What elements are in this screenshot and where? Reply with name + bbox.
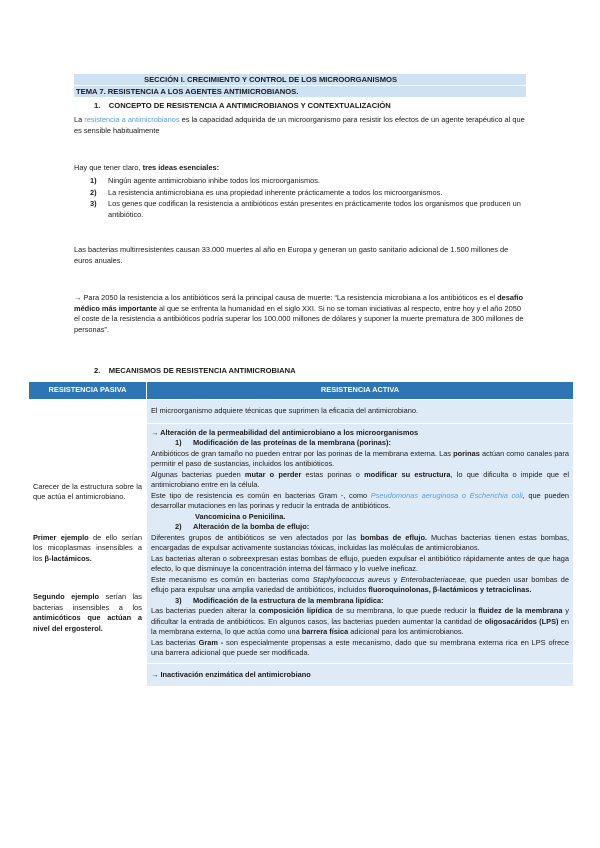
heading-2-number: 2. [94,366,101,375]
ideas-intro-text: Hay que tener claro, [74,163,143,172]
text: , que pueden usar bombas de eflujo para expulsar una amplia variedad de antibióticos, incluidos [151,574,569,595]
list-item-number: 3) [90,199,97,209]
table-row [29,423,574,663]
col-header-passive: RESISTENCIA PASIVA [29,382,147,400]
text: , que pueden desarrollar mutaciones en las porinas y reducir la entrada de antibióticos. [151,490,569,511]
sub1-para-3 [151,491,569,512]
text: Muchas bacterias tienen estas bombas, encargadas de expulsar activamente sustancias tóxicas, incluidas las moléculas de antimicrobianos. [151,532,570,553]
definition-text: es la capacidad adquirida de un microorganismo para resistir los efectos de un agente terapéutico al que es sensible habitualmente [74,115,525,135]
prediction-bold: desafío médico más importante [74,293,523,313]
text-bold: modificar su estructura [364,469,451,479]
sub2-para-3 [151,575,569,596]
prediction-paragraph [74,293,526,335]
text-bold: fluidez de la membrana [478,606,563,616]
text: Algunas bacterias pueden [151,469,245,479]
text-italic: Enterobacteriaceae [400,574,465,584]
text-bold: Vancomicina o Penicilina. [195,511,286,521]
list-item [74,199,526,220]
text-bold: mutar o perder [244,469,302,479]
ideas-intro [74,163,526,174]
prediction-text-b: al que se enfrenta la humanidad en el siglo XXI. Si no se toman iniciativas al respecto, entre hoy y el año 2050 el coste de la resistencia a antibióticos podría superar los 100.000 millones de dólares y suponer la muerte prematura de 300 millones de personas”. [74,303,524,334]
sub2-title: Alteración de la bomba de eflujo: [193,522,310,532]
bacteria-paragraph: Las bacterias multirresistentes causan 33.000 muertes al año en Europa y generan un gasto sanitario adicional de 1.500 millones de euros anuales. [74,245,509,265]
tema-heading: TEMA 7. RESISTENCIA A LOS AGENTES ANTIMICROBIANOS. [74,86,526,97]
section-heading: SECCIÓN I. CRECIMIENTO Y CONTROL DE LOS MICROORGANISMOS [74,74,526,85]
passive-example-1 [33,533,142,565]
heading-1 [94,101,391,112]
text: adicional para los antimicrobianos. [348,627,464,637]
text: , lo que dificulta o impide que el antimicrobiano entre en la célula. [151,469,569,490]
table-header-row [29,382,574,400]
text-bold: fluoroquinolonas, β-lactámicos y tetraciclinas. [368,585,532,595]
sub2-para-1 [151,533,569,554]
list-item-text: Ningún agente antimicrobiano inhibe todos los microorganismos. [108,176,320,185]
ideas-list [74,176,526,221]
example-1-label: Primer ejemplo [33,532,89,542]
sub3-heading [151,596,569,607]
example-1-bold: β-lactámicos. [44,553,92,563]
inactivation-cell [147,663,574,687]
text: actúan como canales para permitir el paso de sustancias, incluidos los antibióticos. [151,448,569,469]
text: de su membrana, lo que puede reducir la [332,606,479,616]
text: Este tipo de resistencia es común en bacterias Gram -, como [151,490,371,500]
list-item-text: Los genes que codifican la resistencia a antibióticos están presentes en prácticamente todos los organismos que producen un antibiótico. [108,199,521,219]
prediction-text-a: → Para 2050 la resistencia a los antibióticos será la principal causa de muerte: “La resistencia microbiana a los antibióticos es el [74,293,498,302]
ideas-intro-bold: tres ideas esenciales: [142,163,220,172]
text: Las bacterias [151,637,199,647]
text: estas porinas o [301,469,365,479]
text-bold: composición lipídica [258,606,333,616]
alteration-title: → Alteración de la permeabilidad del antimicrobiano a los microorganismos [151,427,419,437]
active-intro-cell: El microorganismo adquiere técnicas que suprimen la eficacia del antimicrobiano. [147,400,574,424]
definition-prefix: La [74,115,85,124]
sub2-heading [151,522,569,533]
sub1-title: Modificación de las proteínas de la membrana (porinas): [193,438,391,448]
text: Este mecanismo es común en bacterias como [151,574,313,584]
list-item [74,176,526,187]
sub3-para-1 [151,606,569,638]
sub3-para-2 [151,638,569,659]
text-bold: barrera física [301,627,349,637]
sub1-para-1 [151,449,569,470]
example-2-text: serían las bacterias insensibles a los [33,592,142,612]
sub3-number: 3) [175,595,182,605]
text: y [390,574,401,584]
text: son especialmente propensas a este mecanismo, dado que su membrana externa rica en LPS ofrece una barrera adicional que puede ser modificada. [151,637,569,658]
text: Las bacterias pueden alterar la [151,606,259,616]
sub1-para-2 [151,470,569,491]
definition-paragraph [74,115,526,136]
heading-2 [94,366,296,377]
passive-example-2 [33,592,142,634]
example-2-bold: antimicóticos que actúan a nivel del ergosterol. [33,613,142,633]
sub1-para-4 [151,512,569,523]
sub3-title: Modificación de la estructura de la membrana lipídica: [193,595,384,605]
text-italic: Staphylococcus aureus [312,574,391,584]
sub1-number: 1) [175,438,182,448]
col-header-active: RESISTENCIA ACTIVA [147,382,574,400]
table-row [29,400,574,424]
list-item-number: 1) [90,176,97,185]
text: Diferentes grupos de antibióticos se ven afectados por las [151,532,361,542]
heading-2-title: MECANISMOS DE RESISTENCIA ANTIMICROBIANA [108,366,296,375]
sub1-heading [151,438,569,449]
text: y dificultar la entrada de antibióticos. En algunos casos, las bacterias pueden aumentar la cantidad de [151,606,569,626]
heading-1-number: 1. [94,101,101,110]
text: Antibióticos de gran tamaño no pueden entrar por las porinas de la membrana externa. Las [151,448,454,458]
active-mechanisms-cell [147,423,574,663]
sub2-para-2: Las bacterias alteran o sobreexpresan estas bombas de eflujo, pueden expulsar el antibiótico rápidamente antes de que haga efecto, lo que disminuye la concentración interna del fármaco y lo vuelve ineficaz. [151,553,569,574]
text-bold: Gram - [198,637,224,647]
table-cell [29,400,147,424]
table-row [29,663,574,687]
inactivation-title: → Inactivación enzimática del antimicrobiano [151,669,311,679]
passive-definition: Carecer de la estructura sobre la que actúa el antimicrobiano. [33,481,142,502]
text-species: Pseudomonas aeruginosa o Escherichia coli [370,490,523,500]
text-bold: bombas de eflujo. [360,532,428,542]
list-item [74,188,526,199]
sub2-number: 2) [175,522,182,532]
list-item-number: 2) [90,187,97,197]
mechanisms-table [28,381,574,687]
heading-1-title: CONCEPTO DE RESISTENCIA A ANTIMICROBIANOS Y CONTEXTUALIZACIÓN [108,101,391,110]
definition-term: resistencia a antimicrobianos [84,115,180,124]
passive-cell [29,423,147,663]
text: en la membrana externa, lo que actúa como una [151,616,569,637]
text-bold: porinas [453,448,480,458]
table-cell [29,663,147,687]
text-bold: oligosacáridos (LPS) [484,616,559,626]
example-2-label: Segundo ejemplo [33,592,100,602]
example-1-text: de ello serían los micoplasmas insensibles a los [33,532,142,563]
list-item-text: La resistencia antimicrobiana es una propiedad inherente prácticamente a todos los microorganismos. [108,187,443,197]
